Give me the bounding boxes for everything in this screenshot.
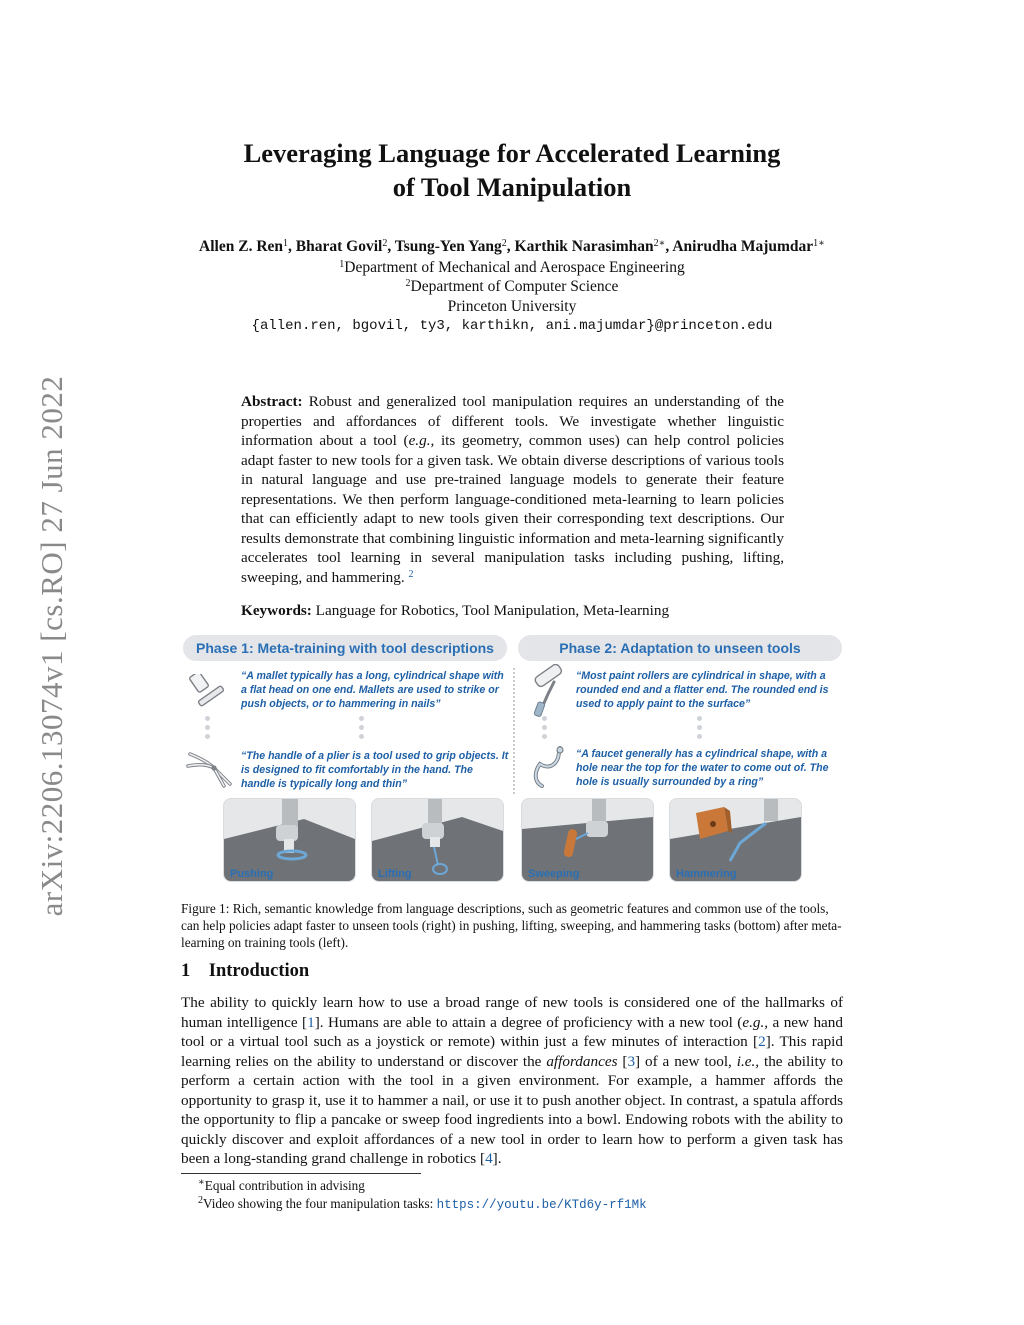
section-number: 1 <box>181 961 191 981</box>
footnote-mark: 2 <box>198 1195 203 1206</box>
intro-text: The ability to quickly learn how to use a broad range of new tools is considered one of the hallmarks of human intelligence [ <box>181 994 843 1031</box>
affiliation-1 <box>0 259 1024 277</box>
panel-hammering <box>670 799 801 881</box>
panel-label-lifting: Lifting <box>378 868 412 880</box>
affiliation-2 <box>0 278 1024 296</box>
intro-ie: i.e., <box>736 1052 760 1070</box>
intro-text: ]. This rapid learning relies on the ability to understand or discover the <box>181 1033 843 1070</box>
author-name: Anirudha Majumdar <box>672 238 814 255</box>
citation-link[interactable]: 1 <box>307 1013 315 1031</box>
intro-eg: e.g., <box>742 1013 769 1031</box>
quote-paint-roller: “Most paint rollers are cylindrical in shape, with a rounded end and a flatter end. The rounded end is used to apply paint to the surface” <box>576 670 829 710</box>
ellipsis-dots <box>205 716 211 743</box>
faucet-icon <box>524 742 572 792</box>
footnote-text: Video showing the four manipulation tasks: <box>203 1196 437 1211</box>
intro-paragraph <box>181 993 843 1169</box>
keywords <box>241 602 801 620</box>
author-sup: 2 <box>501 238 507 249</box>
arxiv-stamp: arXiv:2206.13074v1 [cs.RO] 27 Jun 2022 <box>34 375 69 917</box>
quote-faucet: “A faucet generally has a cylindrical shape, with a hole near the top for the water to come out of. The hole is usually surrounded by a ring” <box>576 748 829 788</box>
panel-label-hammering: Hammering <box>676 868 737 880</box>
quote-mallet: “A mallet typically has a long, cylindrical shape with a flat head on one end. Mallets are used to strike or push objects, or to hammering in nails” <box>241 670 504 710</box>
panel-lifting <box>372 799 503 881</box>
abstract-eg: e.g., <box>408 432 435 449</box>
citation-link[interactable]: 2 <box>758 1033 766 1050</box>
author-sup: 1 <box>283 238 289 249</box>
author-name: Karthik Narasimhan <box>514 238 654 255</box>
aff-text: Department of Mechanical and Aerospace Engineering <box>344 259 685 276</box>
citation-link[interactable]: 3 <box>627 1052 636 1070</box>
aff-sup: 1 <box>339 259 345 270</box>
paper-title <box>0 136 1024 204</box>
phase-1-pill: Phase 1: Meta-training with tool descriptions <box>183 635 507 661</box>
section-title: Introduction <box>208 961 310 981</box>
intro-text: ]. Humans are able to attain a degree of proficiency with a new tool ( <box>314 1013 743 1031</box>
citation-link[interactable]: 4 <box>485 1150 493 1167</box>
ellipsis-dots <box>359 716 365 743</box>
author-sup: 1∗ <box>813 238 825 249</box>
title-line-2: of Tool Manipulation <box>392 172 632 202</box>
author-sup: 2∗ <box>653 238 666 249</box>
university: Princeton University <box>447 298 577 315</box>
intro-text: the ability to perform a certain action with the tool in a given environment. For example, a hammer affords the opportunity to grasp it, use it to hammer a nail, or use it to push another object. In contrast, a spatula affords the opportunity to flip a pancake or sweep food ingredients into a bowl. Endowing robots with the ability to quickly discover and exploit affordances of a new tool in order to learn how to perform a given task has been a long-standing grand challenge in robotics [ <box>181 1052 843 1167</box>
footnote-link[interactable]: 2 <box>408 568 414 580</box>
figure-caption: Figure 1: Rich, semantic knowledge from language descriptions, such as geometric features and common use of the tools, can help policies adapt faster to unseen tools (right) in pushing, lifting, sweeping, and hammering tasks (bottom) after meta-learning on training tools (left). <box>181 901 842 950</box>
footnote-2 <box>198 1195 647 1214</box>
author-name: Tsung-Yen Yang <box>394 238 502 255</box>
author-name: Allen Z. Ren <box>199 238 284 255</box>
section-heading <box>181 961 309 982</box>
footnote-text: Equal contribution in advising <box>204 1178 365 1193</box>
intro-text: ]. <box>492 1150 502 1167</box>
panel-label-sweeping: Sweeping <box>528 868 580 880</box>
panel-sweeping <box>522 799 653 881</box>
aff-text: Department of Computer Science <box>410 278 619 295</box>
abstract-text-2: its geometry, common uses) can help control policies adapt faster to new tools for a given task. We obtain diverse descriptions of various tools in natural language and use pre-trained language models to generate their feature representations. We then perform language-conditioned meta-learning to learn policies that can efficiently adapt to new tools given their corresponding text descriptions. Our results demonstrate that combining linguistic information and meta-learning significantly accelerates tool learning in several manipulation tasks including pushing, lifting, sweeping, and hammering. <box>241 432 785 586</box>
author-sep: , <box>288 238 296 255</box>
author-sep: , <box>506 238 515 255</box>
paint-roller-icon <box>524 664 570 720</box>
keywords-text: Language for Robotics, Tool Manipulation, Meta-learning <box>315 602 670 619</box>
author-sep: , <box>387 238 395 255</box>
author-name: Bharat Govil <box>295 238 383 255</box>
plier-icon <box>184 744 236 788</box>
intro-affordances: affordances <box>546 1052 618 1070</box>
footnote-1 <box>198 1177 365 1194</box>
video-url-link[interactable]: https://youtu.be/KTd6y-rf1Mk <box>436 1198 647 1212</box>
intro-text: a new hand tool or a virtual tool such as a joystick or remote) within just a few minutes of interaction [ <box>181 1013 843 1050</box>
ellipsis-dots <box>542 716 548 743</box>
mallet-icon <box>186 674 234 714</box>
author-emails: {allen.ren, bgovil, ty3, karthikn, ani.majumdar}@princeton.edu <box>251 318 773 334</box>
abstract-text: Robust and generalized tool manipulation requires an understanding of the properties and affordances of different tools. We investigate whether linguistic information about a tool ( <box>241 393 784 449</box>
aff-sup: 2 <box>405 278 411 289</box>
panel-pushing <box>224 799 355 881</box>
abstract <box>241 392 784 587</box>
panel-label-pushing: Pushing <box>230 868 274 880</box>
author-sep: , <box>665 238 673 255</box>
intro-text: ] of a new tool, <box>635 1052 737 1070</box>
phase-divider <box>513 668 515 794</box>
footnote-rule <box>181 1173 421 1174</box>
keywords-label: Keywords: <box>241 602 312 619</box>
footnote-mark: ∗ <box>198 1177 205 1188</box>
ellipsis-dots <box>697 716 703 743</box>
quote-plier: “The handle of a plier is a tool used to grip objects. It is designed to fit comfortably in the hand. The handle is typically long and thin” <box>241 750 509 790</box>
phase-2-pill: Phase 2: Adaptation to unseen tools <box>518 635 842 661</box>
intro-text: [ <box>617 1052 628 1070</box>
author-sup: 2 <box>382 238 388 249</box>
abstract-label: Abstract: <box>241 393 303 410</box>
title-line-1: Leveraging Language for Accelerated Learning <box>243 138 781 168</box>
author-list <box>0 238 1024 256</box>
